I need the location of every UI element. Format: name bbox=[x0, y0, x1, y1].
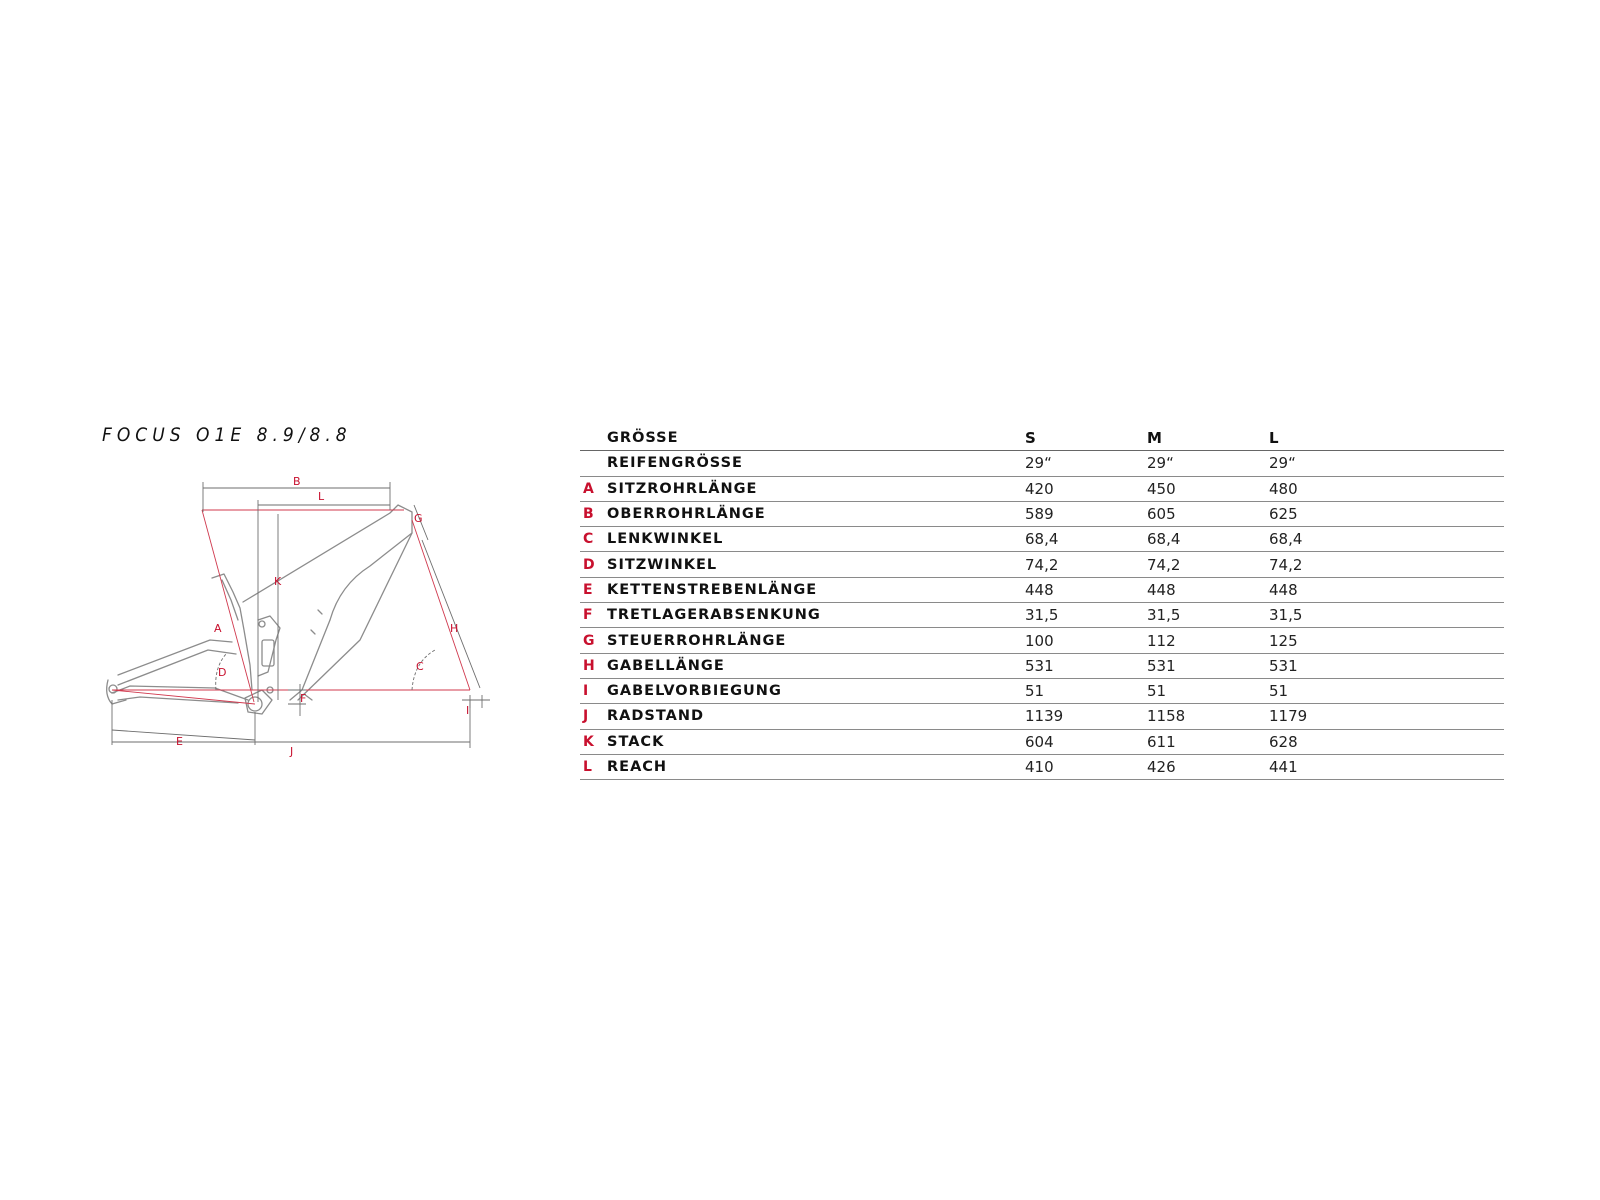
row-letter: J bbox=[580, 704, 607, 729]
label-a: A bbox=[214, 622, 222, 635]
row-name: GABELLÄNGE bbox=[607, 653, 1025, 678]
row-letter: C bbox=[580, 527, 607, 552]
row-spacer bbox=[1391, 729, 1504, 754]
row-value-m: 112 bbox=[1147, 628, 1269, 653]
geometry-lines bbox=[112, 510, 470, 704]
row-name: STACK bbox=[607, 729, 1025, 754]
table-row bbox=[580, 476, 1504, 501]
table-row bbox=[580, 678, 1504, 703]
label-f: F bbox=[300, 692, 307, 705]
row-spacer bbox=[1391, 678, 1504, 703]
label-l: L bbox=[318, 490, 325, 503]
row-value-m: 531 bbox=[1147, 653, 1269, 678]
row-letter: F bbox=[580, 603, 607, 628]
table-row bbox=[580, 729, 1504, 754]
row-value-m: 450 bbox=[1147, 476, 1269, 501]
row-name: OBERROHRLÄNGE bbox=[607, 501, 1025, 526]
row-value-s: 448 bbox=[1025, 577, 1147, 602]
row-value-s: 51 bbox=[1025, 678, 1147, 703]
row-value-l: 29“ bbox=[1269, 451, 1391, 476]
row-value-l: 628 bbox=[1269, 729, 1391, 754]
table-row bbox=[580, 603, 1504, 628]
header-size-l: L bbox=[1269, 426, 1391, 451]
row-value-s: 420 bbox=[1025, 476, 1147, 501]
row-value-l: 480 bbox=[1269, 476, 1391, 501]
label-g: G bbox=[414, 512, 423, 525]
row-name: SITZWINKEL bbox=[607, 552, 1025, 577]
row-spacer bbox=[1391, 451, 1504, 476]
row-value-s: 31,5 bbox=[1025, 603, 1147, 628]
header-size-label: GRÖSSE bbox=[607, 426, 1025, 451]
row-value-s: 29“ bbox=[1025, 451, 1147, 476]
row-value-l: 625 bbox=[1269, 501, 1391, 526]
table-row bbox=[580, 552, 1504, 577]
table-row bbox=[580, 653, 1504, 678]
row-value-l: 51 bbox=[1269, 678, 1391, 703]
row-spacer bbox=[1391, 476, 1504, 501]
row-spacer bbox=[1391, 501, 1504, 526]
row-name: REIFENGRÖSSE bbox=[607, 451, 1025, 476]
row-value-m: 605 bbox=[1147, 501, 1269, 526]
label-e: E bbox=[176, 735, 183, 748]
row-letter bbox=[580, 451, 607, 476]
row-spacer bbox=[1391, 552, 1504, 577]
row-value-m: 1158 bbox=[1147, 704, 1269, 729]
row-value-s: 531 bbox=[1025, 653, 1147, 678]
row-spacer bbox=[1391, 577, 1504, 602]
row-letter: G bbox=[580, 628, 607, 653]
label-b: B bbox=[293, 475, 301, 488]
label-k: K bbox=[274, 575, 282, 588]
row-spacer bbox=[1391, 628, 1504, 653]
row-value-l: 31,5 bbox=[1269, 603, 1391, 628]
row-letter: A bbox=[580, 476, 607, 501]
row-value-m: 426 bbox=[1147, 754, 1269, 779]
bike-frame-outline bbox=[107, 505, 412, 714]
label-i: I bbox=[466, 704, 470, 717]
header-spacer bbox=[1391, 426, 1504, 451]
row-value-s: 100 bbox=[1025, 628, 1147, 653]
row-value-l: 441 bbox=[1269, 754, 1391, 779]
table-row bbox=[580, 628, 1504, 653]
row-spacer bbox=[1391, 527, 1504, 552]
row-name: STEUERROHRLÄNGE bbox=[607, 628, 1025, 653]
row-name: GABELVORBIEGUNG bbox=[607, 678, 1025, 703]
header-letter-cell bbox=[580, 426, 607, 451]
row-name: LENKWINKEL bbox=[607, 527, 1025, 552]
row-spacer bbox=[1391, 653, 1504, 678]
row-spacer bbox=[1391, 603, 1504, 628]
header-size-s: S bbox=[1025, 426, 1147, 451]
table-row bbox=[580, 501, 1504, 526]
geometry-table bbox=[580, 426, 1504, 780]
row-value-m: 74,2 bbox=[1147, 552, 1269, 577]
row-value-s: 74,2 bbox=[1025, 552, 1147, 577]
row-value-m: 68,4 bbox=[1147, 527, 1269, 552]
row-letter: I bbox=[580, 678, 607, 703]
table-row bbox=[580, 704, 1504, 729]
model-title: FOCUS O1E 8.9/8.8 bbox=[102, 424, 352, 446]
row-letter: B bbox=[580, 501, 607, 526]
row-name: SITZROHRLÄNGE bbox=[607, 476, 1025, 501]
row-value-l: 74,2 bbox=[1269, 552, 1391, 577]
row-value-s: 410 bbox=[1025, 754, 1147, 779]
row-value-s: 1139 bbox=[1025, 704, 1147, 729]
row-letter: H bbox=[580, 653, 607, 678]
row-value-s: 604 bbox=[1025, 729, 1147, 754]
row-letter: K bbox=[580, 729, 607, 754]
header-size-m: M bbox=[1147, 426, 1269, 451]
row-value-m: 448 bbox=[1147, 577, 1269, 602]
row-value-m: 51 bbox=[1147, 678, 1269, 703]
frame-geometry-diagram bbox=[100, 470, 520, 770]
row-value-l: 448 bbox=[1269, 577, 1391, 602]
label-d: D bbox=[218, 666, 227, 679]
row-name: TRETLAGERABSENKUNG bbox=[607, 603, 1025, 628]
row-value-m: 611 bbox=[1147, 729, 1269, 754]
row-name: RADSTAND bbox=[607, 704, 1025, 729]
row-value-l: 1179 bbox=[1269, 704, 1391, 729]
row-letter: L bbox=[580, 754, 607, 779]
row-value-s: 68,4 bbox=[1025, 527, 1147, 552]
row-name: KETTENSTREBENLÄNGE bbox=[607, 577, 1025, 602]
table-row bbox=[580, 451, 1504, 476]
row-value-m: 29“ bbox=[1147, 451, 1269, 476]
label-j: J bbox=[290, 745, 294, 758]
row-value-l: 125 bbox=[1269, 628, 1391, 653]
table-header-row bbox=[580, 426, 1504, 451]
row-letter: E bbox=[580, 577, 607, 602]
row-value-l: 531 bbox=[1269, 653, 1391, 678]
table-row bbox=[580, 577, 1504, 602]
row-value-s: 589 bbox=[1025, 501, 1147, 526]
row-name: REACH bbox=[607, 754, 1025, 779]
row-spacer bbox=[1391, 704, 1504, 729]
row-value-l: 68,4 bbox=[1269, 527, 1391, 552]
table-row bbox=[580, 754, 1504, 779]
table-row bbox=[580, 527, 1504, 552]
row-spacer bbox=[1391, 754, 1504, 779]
row-letter: D bbox=[580, 552, 607, 577]
row-value-m: 31,5 bbox=[1147, 603, 1269, 628]
dimension-lines bbox=[112, 482, 490, 748]
label-h: H bbox=[450, 622, 459, 635]
label-c: C bbox=[416, 660, 424, 673]
